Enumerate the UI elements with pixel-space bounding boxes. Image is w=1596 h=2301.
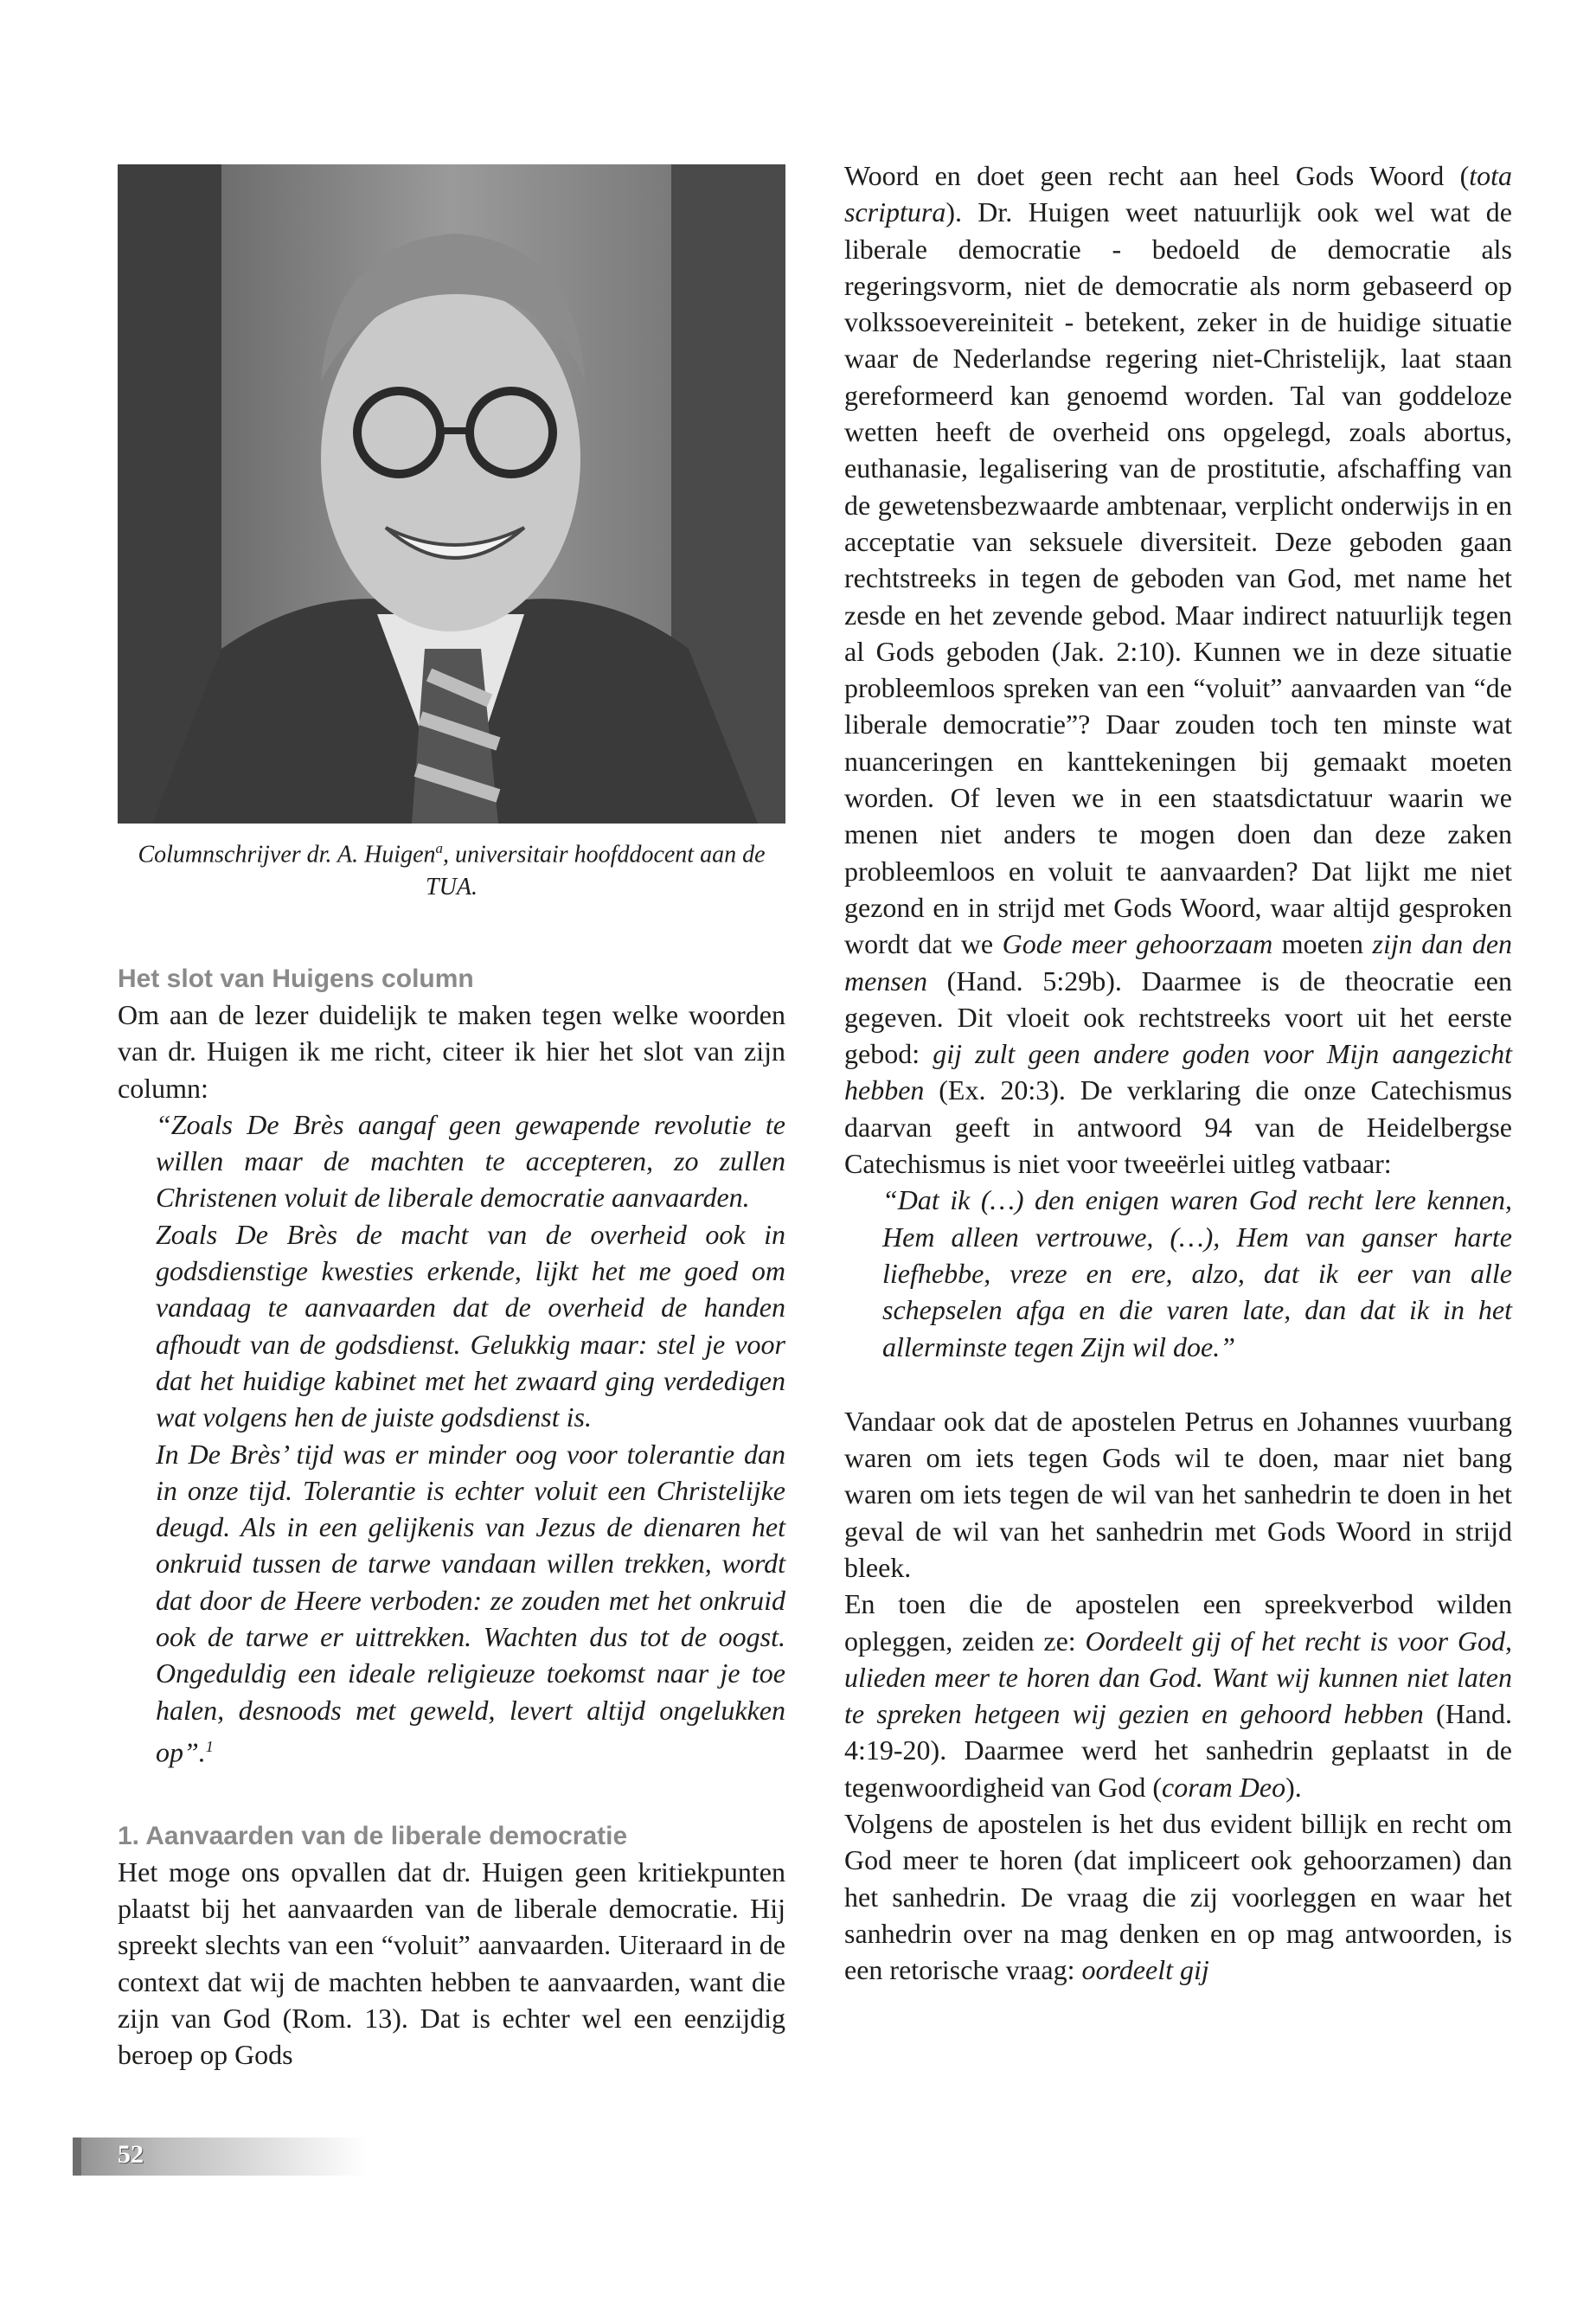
section-heading-slot: Het slot van Huigens column: [118, 965, 474, 993]
body-paragraph: Het moge ons opvallen dat dr. Huigen geen kritiekpunten plaatst bij het aanvaarden van de liberale democratie. Hij spreekt slechts van een “voluit” aanvaarden. Uiteraard in de context dat wij de machten hebben te aanvaarden, want die zijn van God (Rom. 13). Dat is echter wel een eenzijdig beroep op Gods: [118, 1856, 785, 2071]
quote-paragraph-1: “Zoals De Brès aangaf geen gewapende revolutie te willen maar de machten te accepteren, zo zullen Christenen voluit de liberale democratie aanvaarden.: [156, 1108, 785, 1214]
page-number-band: [73, 2138, 367, 2176]
right-paragraph-2: Vandaar ook dat de apostelen Petrus en Johannes vuurbang waren om iets tegen Gods wil te doen, maar niet bang waren om iets tegen de wil van het sanhedrin te doen in het geval de wil van het sanhedrin met Gods Woord in strijd bleek.: [844, 1405, 1512, 1583]
quote-paragraph-3-text: In De Brès’ tijd was er minder oog voor tolerantie dan in onze tijd. Tolerantie is echter voluit een Christelijke deugd. Als in een gelijkenis van Jezus de dienaren het onkruid tussen de tarwe vandaan willen trekken, wordt dat door de Heere verboden: ze zouden met het onkruid ook de tarwe er uittrekken. Wachten dus tot de oogst. Ongeduldig een ideale religieuze toekomst naar je toe halen, desnoods met geweld, levert altijd ongelukken op”.: [156, 1438, 785, 1768]
catechism-quote: [844, 1182, 1512, 1364]
caption-text-end: , universitair hoofddocent aan de TUA.: [426, 841, 766, 901]
caption-superscript: a: [435, 840, 443, 856]
caption-text: Columnschrijver dr. A. Huigen: [138, 841, 436, 868]
catechism-quote-text: “Dat ik (…) den enigen waren God recht lere kennen, Hem alleen vertrouwe, (…), Hem van ganser harte liefhebbe, vreze en ere, alzo, dat ik eer van alle schepselen afga en die varen late, dan dat ik in het allerminste tegen Zijn wil doe.”: [882, 1184, 1512, 1362]
portrait-illustration: [118, 164, 785, 824]
author-photo: [118, 164, 785, 824]
left-column: [118, 962, 785, 2073]
quote-paragraph-3: [156, 1436, 785, 1771]
spacer: [844, 1365, 1512, 1403]
page-number: 52: [118, 2140, 144, 2169]
photo-caption: [118, 832, 785, 904]
footnote-reference[interactable]: 1: [205, 1737, 214, 1755]
right-paragraph-3: En toen die de apostelen een spreekverbod wilden opleggen, zeiden ze: Oordeelt gij of het recht is voor God, ulieden meer te horen dan God. Want wij kunnen niet laten te spreken hetgeen wij gezien en gehoord hebben (Hand. 4:19-20). Daarmee werd het sanhedrin geplaatst in de tegenwoordigheid van God (coram Deo).: [844, 1588, 1513, 1803]
page-number-bar: [73, 2138, 81, 2176]
intro-paragraph: Om aan de lezer duidelijk te maken tegen welke woorden van dr. Huigen ik me richt, citeer ik hier het slot van zijn column:: [118, 999, 785, 1104]
section-heading-aanvaarden: 1. Aanvaarden van de liberale democratie: [118, 1821, 628, 1850]
spacer: [118, 1771, 785, 1819]
right-paragraph-4: Volgens de apostelen is het dus evident billijk en recht om God meer te horen (dat impliceert ook gehoorzamen) dan het sanhedrin. De vraag die zij voorleggen en waar het sanhedrin over na mag denken en op mag antwoorden, is een retorische vraag: oordeelt gij: [844, 1808, 1512, 1986]
quote-paragraph-2: Zoals De Brès de macht van de overheid ook in godsdienstige kwesties erkende, lijkt het me goed om vandaag te aanvaarden dat de overheid de handen afhoudt van de godsdienst. Gelukkig maar: stel je voor dat het huidige kabinet met het zwaard ging verdedigen wat volgens hen de juiste godsdienst is.: [156, 1218, 785, 1433]
right-paragraph-1: Woord en doet geen recht aan heel Gods Woord (tota scriptura). Dr. Huigen weet natuurlijk ook wel wat de liberale democratie - bedoeld de democratie als regeringsvorm, niet de democratie als norm gebaseerd op volkssoevereiniteit - betekent, zeker in de huidige situatie waar de Nederlandse regering niet-Christelijk, laat staan gereformeerd kan genoemd worden. Tal van goddeloze wetten heeft de overheid ons opgelegd, zoals abortus, euthanasie, legalisering van de prostitutie, afschaffing van de gewetensbezwaarde ambtenaar, verplicht onderwijs in en acceptatie van seksuele diversiteit. Deze geboden gaan rechtstreeks in tegen de geboden van God, met name het zesde en het zevende gebod. Maar indirect natuurlijk tegen al Gods geboden (Jak. 2:10). Kunnen we in deze situatie probleemloos spreken van een “voluit” aanvaarden van “de liberale democratie”? Daar zouden toch ten minste wat nuanceringen en kanttekeningen bij gemaakt moeten worden. Of leven we in een staatsdictatuur waarin we menen niet anders te mogen doen dan deze zaken probleemloos en voluit te aanvaarden? Dat lijkt me niet gezond en in strijd met Gods Woord, waar altijd gesproken wordt dat we Gode meer gehoorzaam moeten zijn dan den mensen (Hand. 5:29b). Daarmee is de theocratie een gegeven. Dit vloeit ook rechtstreeks voort uit het eerste gebod: gij zult geen andere goden voor Mijn aangezicht hebben (Ex. 20:3). De verklaring die onze Catechismus daarvan geeft in antwoord 94 van de Heidelbergse Catechismus is niet voor tweeërlei uitleg vatbaar:: [844, 160, 1513, 1180]
column-quote: [118, 1106, 785, 1771]
right-column: [844, 157, 1512, 1989]
